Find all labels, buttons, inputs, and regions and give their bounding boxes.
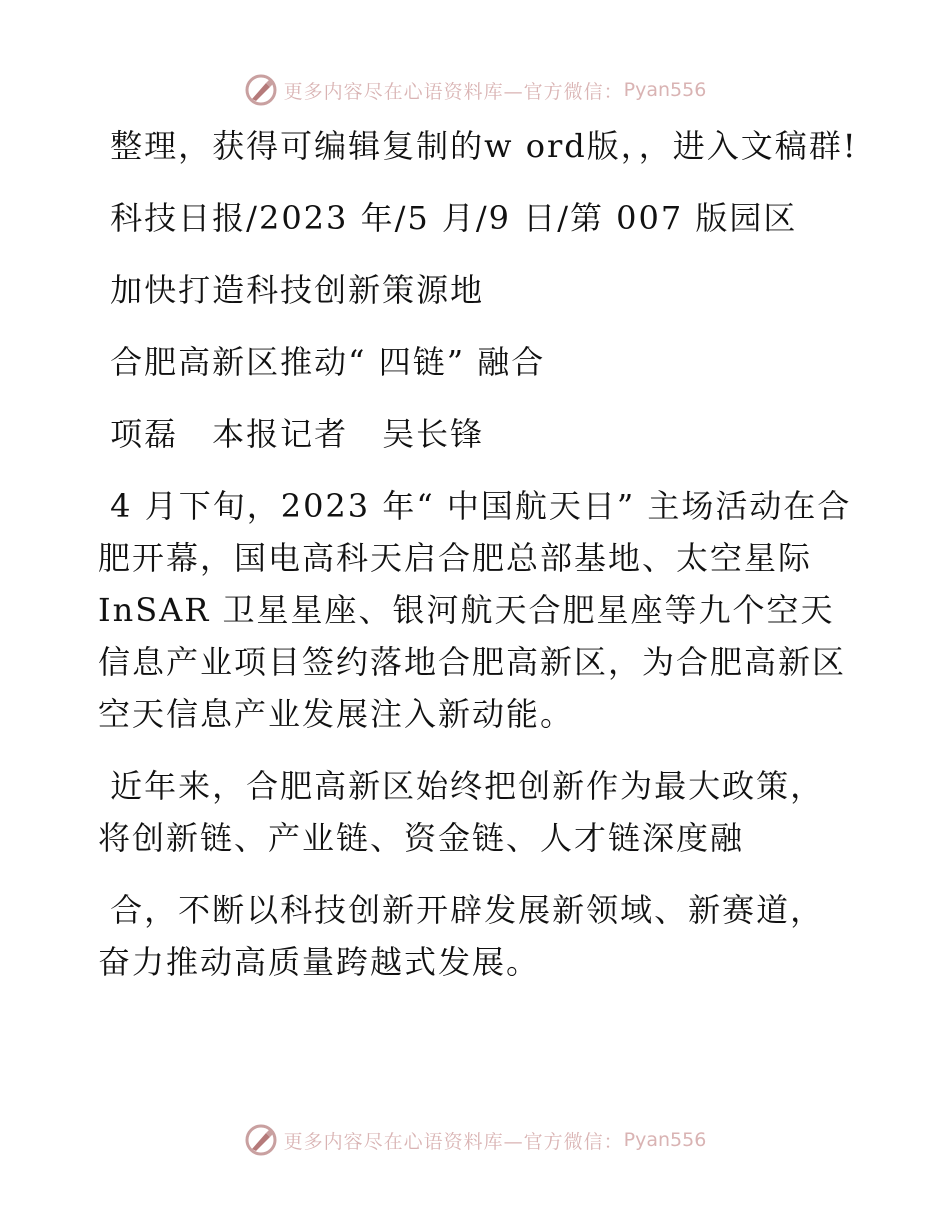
header-watermark xyxy=(0,70,950,110)
watermark-text: 更多内容尽在心语资料库—官方微信： xyxy=(283,1130,624,1153)
pen-logo-icon xyxy=(244,73,278,107)
paragraph-body-3: 合，不断以科技创新开辟发展新领域、新赛道，奋力推动高质量跨越式发展。 xyxy=(98,891,825,981)
pen-logo-icon xyxy=(244,1123,278,1157)
watermark-wechat-id: Pyan556 xyxy=(623,1129,707,1151)
paragraph-source: 科技日报/2023 年/5 月/9 日/第 007 版园区 xyxy=(98,199,798,237)
paragraph-intro: 整理，获得可编辑复制的w ord版，，进入文稿群! xyxy=(98,127,858,165)
watermark-text: 更多内容尽在心语资料库—官方微信： xyxy=(283,80,624,103)
paragraph-body-2: 近年来，合肥高新区始终把创新作为最大政策，将创新链、产业链、资金链、人才链深度融 xyxy=(98,767,825,857)
article-byline: 项磊 本报记者 吴长锋 xyxy=(98,415,485,453)
footer-watermark xyxy=(0,1120,950,1160)
article-subheadline: 合肥高新区推动“ 四链” 融合 xyxy=(98,343,546,381)
document-body xyxy=(98,120,858,988)
watermark-wechat-id: Pyan556 xyxy=(623,79,707,101)
paragraph-body-1: 4 月下旬，2023 年“ 中国航天日” 主场活动在合肥开幕，国电高科天启合肥总部基地、太空星际 InSAR 卫星星座、银河航天合肥星座等九个空天信息产业项目签约落地合肥高新区，为合肥高新区空天信息产业发展注入新动能。 xyxy=(98,487,852,733)
article-headline: 加快打造科技创新策源地 xyxy=(98,271,485,309)
